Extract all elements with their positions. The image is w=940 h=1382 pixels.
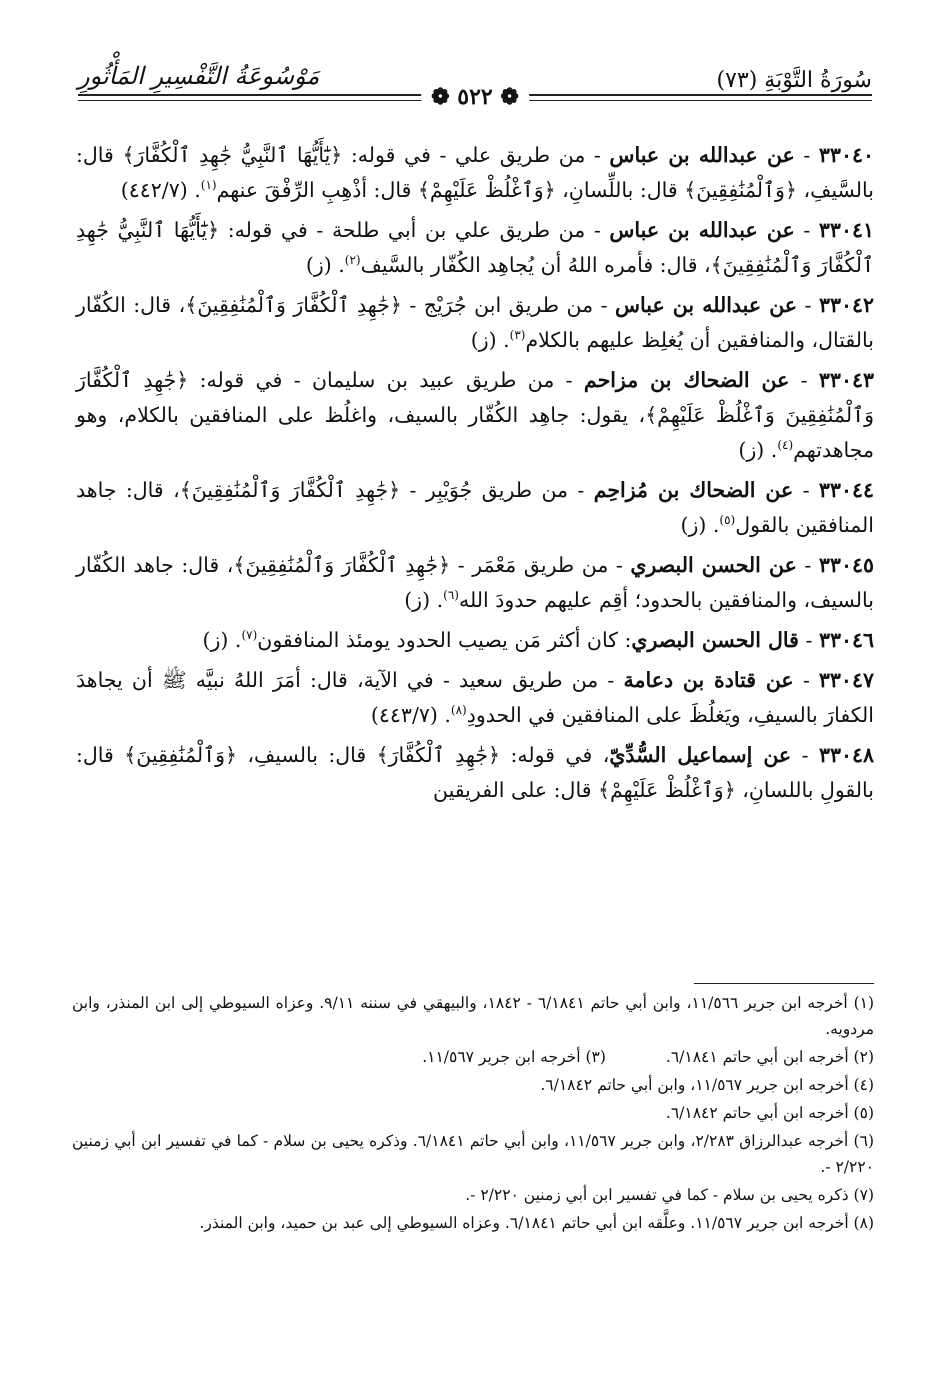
entry-number: ٣٣٠٤٨ [818, 743, 874, 767]
entry-number: ٣٣٠٤٥ [818, 553, 874, 577]
footnote-marker: (٦) [443, 588, 459, 603]
ornament-icon: ❁ [492, 84, 519, 110]
entry-ref: . (ز) [202, 628, 242, 652]
entry-33048: ٣٣٠٤٨ - عن إسماعيل السُّدِّيّ، في قوله: ﴿جَٰهِدِ ٱلْكُفَّارَ﴾ قال: بالسيفِ، ﴿وَٱلْمُنَٰفِقِينَ﴾ قال: بالقولِ باللسانِ، ﴿وَٱغْلُظْ عَلَيْهِمْ﴾ قال: على الفريقين [76, 743, 874, 802]
entry-33047: ٣٣٠٤٧ - عن قتادة بن دعامة - من طريق سعيد - في الآية، قال: أمَرَ اللهُ نبيَّه ﷺ أن يجاهدَ الكفارَ بالسيفِ، ويَغلُظَ على المنافقين في الحدودِ$^{(٨)}$. (٤٤٣/٧) [76, 668, 874, 727]
entry-33040: ٣٣٠٤٠ - عن عبدالله بن عباس - من طريق علي - في قوله: ﴿يَٰٓأَيُّهَا ٱلنَّبِيُّ جَٰهِدِ ٱلْكُفَّارَ﴾ قال: بالسَّيفِ، ﴿وَٱلْمُنَٰفِقِينَ﴾ قال: باللِّسانِ، ﴿وَٱغْلُظْ عَلَيْهِمْ﴾ قال: أذْهِبِ الرِّفْقَ عنهم$^{(١)}$. (٤٤٢/٧) [76, 143, 874, 202]
footnote-4: (٤) أخرجه ابن جرير ١١/٥٦٧، وابن أبي حاتم ٦/١٨٤٢. [540, 1076, 874, 1094]
entry-33045: ٣٣٠٤٥ - عن الحسن البصري - من طريق مَعْمَر - ﴿جَٰهِدِ ٱلْكُفَّارَ وَٱلْمُنَٰفِقِينَ﴾، قال: جاهد الكُفّار بالسيف، والمنافقين بالحدود؛ أقِم عليهم حدودَ الله$^{(٦)}$. (ز) [76, 553, 874, 612]
entry-33043: ٣٣٠٤٣ - عن الضحاك بن مزاحم - من طريق عبيد بن سليمان - في قوله: ﴿جَٰهِدِ ٱلْكُفَّارَ وَٱلْمُنَٰفِقِينَ وَٱغْلُظْ عَلَيْهِمْ﴾، يقول: جاهِد الكُفّار بالسيف، واغلُظ على المنافقين بالكلام، وهو مجاهدتهم$^{(٤)}$. (ز) [76, 368, 874, 462]
footnote-2: (٢) أخرجه ابن أبي حاتم ٦/١٨٤١. [665, 1048, 874, 1066]
entry-33044: ٣٣٠٤٤ - عن الضحاك بن مُزاحِم - من طريق جُوَيْبِر - ﴿جَٰهِدِ ٱلْكُفَّارَ وَٱلْمُنَٰفِقِينَ﴾، قال: جاهد المنافقين بالقول$^{(٥)}$. (ز) [76, 478, 874, 537]
entry-text: - من طريق سعيد - في الآية، قال: أمَرَ اللهُ نبيَّه ﷺ أن يجاهدَ الكفارَ بالسيفِ، ويَغلُظَ على المنافقين في الحدودِ [76, 668, 874, 727]
footnote-row-2-3 [72, 1044, 874, 1070]
footnote-6: (٦) أخرجه عبدالرزاق ٢/٢٨٣، وابن جرير ١١/٥٦٧، وابن أبي حاتم ٦/١٨٤١. وذكره يحيى بن سلام - كما في تفسير ابن أبي زمنين ٢/٢٢٠ -. [72, 1132, 874, 1176]
main-text [76, 138, 874, 813]
footnote-marker: (٢) [344, 253, 361, 268]
surah-title: سُورَةُ التَّوْبَةِ (٧٣) [716, 68, 872, 93]
footnote-5: (٥) أخرجه ابن أبي حاتم ٦/١٨٤٢. [665, 1104, 874, 1122]
entry-text: ، في قوله: ﴿جَٰهِدِ ٱلْكُفَّارَ﴾ قال: بالسيفِ، ﴿وَٱلْمُنَٰفِقِينَ﴾ قال: بالقولِ باللسانِ، ﴿وَٱغْلُظْ عَلَيْهِمْ﴾ قال: على الفريقين [76, 743, 874, 802]
footnote-marker: (١) [200, 178, 217, 193]
entry-33046: ٣٣٠٤٦ - قال الحسن البصري: كان أكثر مَن يصيب الحدود يومئذ المنافقون$^{(٧)}$. (ز) [202, 628, 874, 652]
footnote-separator [694, 983, 874, 984]
narrator-name: عن عبدالله بن عباس [615, 293, 798, 317]
entry-number: ٣٣٠٤٠ [818, 143, 874, 167]
footnote-marker: (٧) [241, 628, 258, 643]
footnote-3: (٣) أخرجه ابن جرير ١١/٥٦٧. [422, 1048, 606, 1066]
narrator-name: عن عبدالله بن عباس [609, 143, 795, 167]
page-header [78, 60, 872, 110]
entry-ref: . (ز) [470, 328, 510, 352]
entry-number: ٣٣٠٤٣ [818, 368, 874, 392]
footnotes [72, 990, 874, 1238]
entry-text: : كان أكثر مَن يصيب الحدود يومئذ المنافقون [257, 628, 632, 652]
entry-ref: . (٤٤٢/٧) [120, 178, 201, 202]
entry-number: ٣٣٠٤١ [818, 218, 874, 242]
entry-ref: . (ز) [404, 588, 444, 612]
ornament-icon: ❁ [431, 84, 458, 110]
entry-text: - من طريق ابن جُرَيْج - ﴿جَٰهِدِ ٱلْكُفَّارَ وَٱلْمُنَٰفِقِينَ﴾، قال: الكُفّار بالقتال، والمنافقين أن يُغلِظ عليهم بالكلام [76, 293, 874, 352]
narrator-name: عن الحسن البصري [630, 553, 797, 577]
narrator-name: عن الضحاك بن مزاحم [583, 368, 790, 392]
entry-text: - من طريق عبيد بن سليمان - في قوله: ﴿جَٰهِدِ ٱلْكُفَّارَ وَٱلْمُنَٰفِقِينَ وَٱغْلُظْ عَلَيْهِمْ﴾، يقول: جاهِد الكُفّار بالسيف، واغلُظ على المنافقين بالكلام، وهو مجاهدتهم [76, 368, 874, 462]
entry-text: - من طريق علي بن أبي طلحة - في قوله: ﴿يَٰٓأَيُّهَا ٱلنَّبِيُّ جَٰهِدِ ٱلْكُفَّارَ وَٱلْمُنَٰفِقِينَ﴾، قال: فأمره اللهُ أن يُجاهِد الكُفّار بالسَّيف [76, 218, 874, 277]
entry-ref: . (ز) [305, 253, 345, 277]
entry-number: ٣٣٠٤٧ [818, 668, 874, 692]
entry-number: ٣٣٠٤٤ [818, 478, 874, 502]
narrator-name: عن عبدالله بن عباس [609, 218, 795, 242]
footnote-marker: (٨) [450, 703, 467, 718]
book-title: مَوْسُوعَةُ التَّفْسِيرِ المَأْثُورِ [78, 62, 320, 90]
entry-number: ٣٣٠٤٢ [818, 293, 874, 317]
entry-33042: ٣٣٠٤٢ - عن عبدالله بن عباس - من طريق ابن جُرَيْج - ﴿جَٰهِدِ ٱلْكُفَّارَ وَٱلْمُنَٰفِقِينَ﴾، قال: الكُفّار بالقتال، والمنافقين أن يُغلِظ عليهم بالكلام$^{(٣)}$. (ز) [76, 293, 874, 352]
entry-text: - من طريق مَعْمَر - ﴿جَٰهِدِ ٱلْكُفَّارَ وَٱلْمُنَٰفِقِينَ﴾، قال: جاهد الكُفّار بالسيف، والمنافقين بالحدود؛ أقِم عليهم حدودَ الله [76, 553, 874, 612]
narrator-name: عن الضحاك بن مُزاحِم [593, 478, 794, 502]
footnote-marker: (٥) [719, 513, 736, 528]
entry-ref: . (ز) [680, 513, 720, 537]
narrator-name: عن قتادة بن دعامة [623, 668, 794, 692]
page-number: ❁ ٥٢٢ ❁ [421, 84, 529, 110]
narrator-name: عن إسماعيل السُّدِّيّ [609, 743, 792, 767]
entry-ref: . (ز) [738, 438, 778, 462]
entry-ref: . (٤٤٣/٧) [370, 703, 451, 727]
footnote-marker: (٣) [509, 328, 526, 343]
entry-33041: ٣٣٠٤١ - عن عبدالله بن عباس - من طريق علي بن أبي طلحة - في قوله: ﴿يَٰٓأَيُّهَا ٱلنَّبِيُّ جَٰهِدِ ٱلْكُفَّارَ وَٱلْمُنَٰفِقِينَ﴾، قال: فأمره اللهُ أن يُجاهِد الكُفّار بالسَّيف$^{(٢)}$. (ز) [76, 218, 874, 277]
entry-text: - من طريق علي - في قوله: ﴿يَٰٓأَيُّهَا ٱلنَّبِيُّ جَٰهِدِ ٱلْكُفَّارَ﴾ قال: بالسَّيفِ، ﴿وَٱلْمُنَٰفِقِينَ﴾ قال: باللِّسانِ، ﴿وَٱغْلُظْ عَلَيْهِمْ﴾ قال: أذْهِبِ الرِّفْقَ عنهم [76, 143, 874, 202]
footnote-marker: (٤) [777, 438, 794, 453]
entry-text: - من طريق جُوَيْبِر - ﴿جَٰهِدِ ٱلْكُفَّارَ وَٱلْمُنَٰفِقِينَ﴾، قال: جاهد المنافقين بالقول [76, 478, 874, 537]
footnote-1: (١) أخرجه ابن جرير ١١/٥٦٦، وابن أبي حاتم ٦/١٨٤١ - ١٨٤٢، والبيهقي في سننه ٩/١١. وعزاه السيوطي إلى ابن المنذر، وابن مردويه. [72, 994, 875, 1038]
footnote-7: (٧) ذكره يحيى بن سلام - كما في تفسير ابن أبي زمنين ٢/٢٢٠ -. [465, 1186, 874, 1204]
footnote-8: (٨) أخرجه ابن جرير ١١/٥٦٧. وعلَّقه ابن أبي حاتم ٦/١٨٤١. وعزاه السيوطي إلى عبد بن حميد، وابن المنذر. [199, 1214, 874, 1232]
narrator-name: قال الحسن البصري [631, 628, 799, 652]
entry-number: ٣٣٠٤٦ [818, 628, 874, 652]
